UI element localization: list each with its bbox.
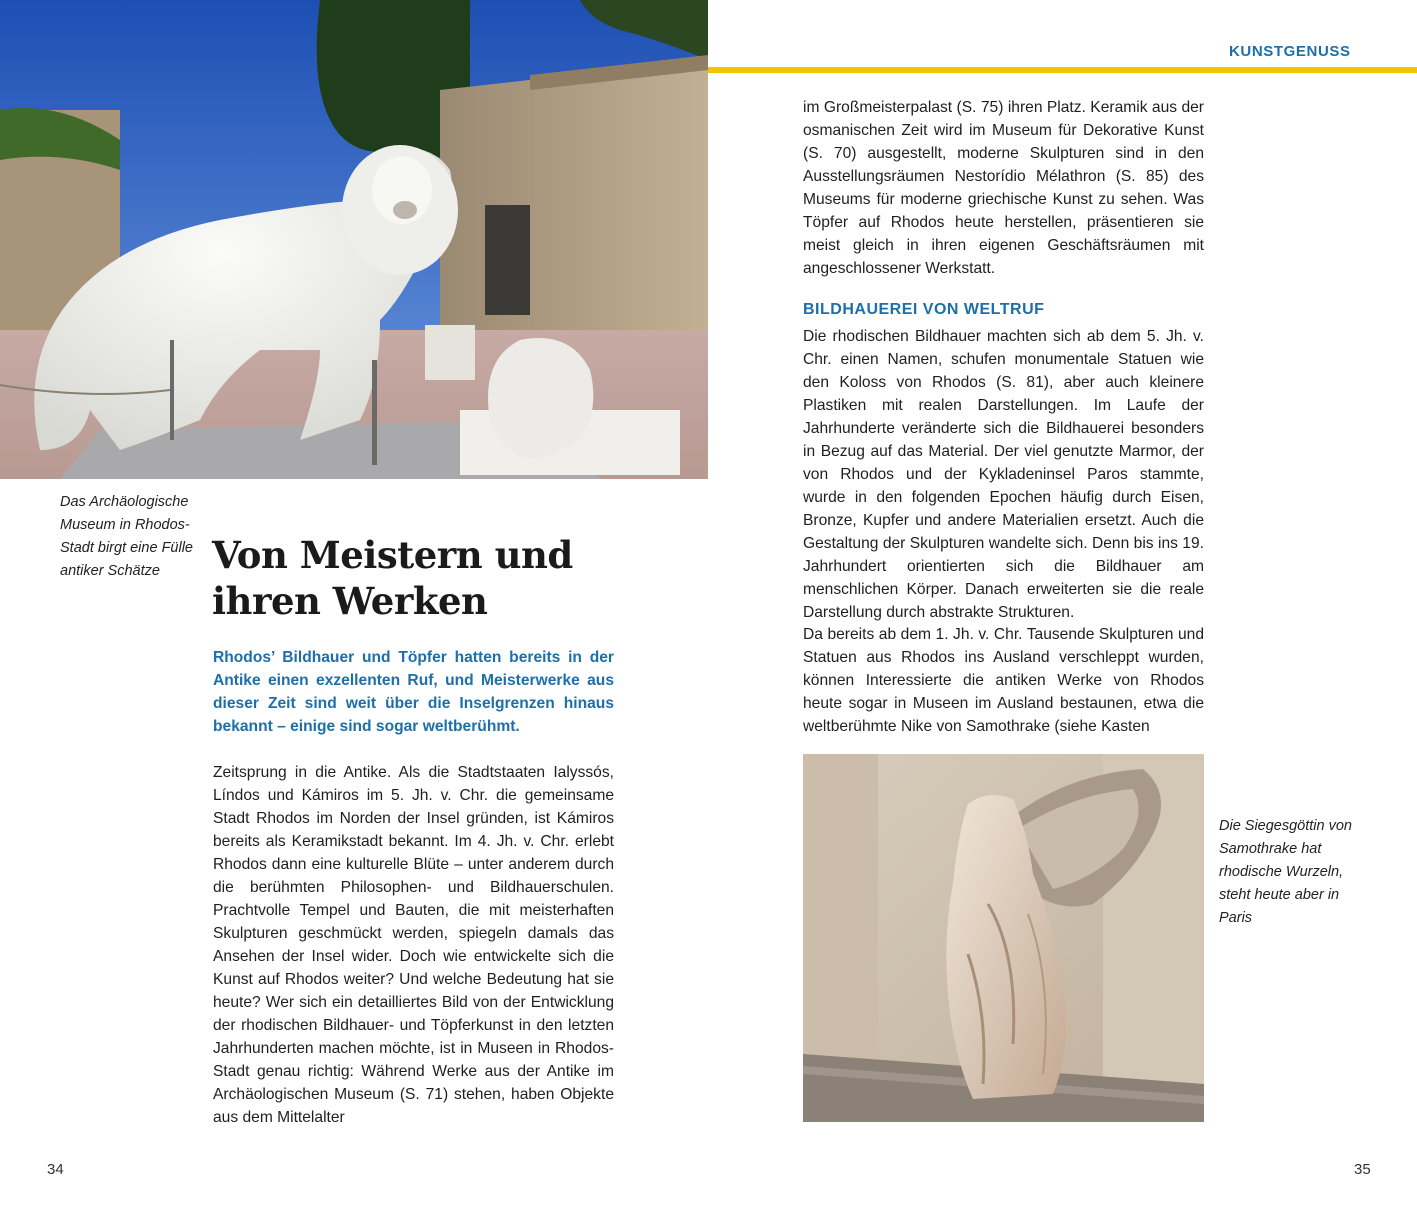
left-body-text: Zeitsprung in die Antike. Als die Stadtstaaten Ialyssós, Líndos und Kámiros im 5. Jh. v. Chr. die gemeinsame Stadt Rhodos im Norden der Insel gründen, ist Kámiros bereits als Keramikstadt bekannt. Im 4. Jh. v. Chr. erlebt Rhodos dann eine kulturelle Blüte – unter anderem durch die berühmten Philosophen- und Bildhauerschulen. Prachtvolle Tempel und Bauten, die mit meisterhaften Skulpturen geschmückt werden, spiegeln damals das Ansehen der Insel wider. Doch wie entwickelte sich die Kunst auf Rhodos weiter? Und welche Bedeutung hat sie heute? Wer sich ein detailliertes Bild von der Entwicklung der rhodischen Bildhauer- und Töpferkunst in den letzten Jahrhunderten machen möchte, ist in Museen in Rhodos-Stadt genau richtig: Während Werke aus der Antike im Archäologischen Museum (S. 71) stehen, haben Objekte aus dem Mittelalter (213, 764, 614, 1126)
lion-sculpture-photo (0, 0, 708, 479)
section-subhead: BILDHAUEREI VON WELTRUF (803, 301, 1045, 318)
article-headline (212, 532, 632, 624)
lead-paragraph: Rhodos’ Bildhauer und Töpfer hatten bereits in der Antike einen exzellenten Ruf, und Meisterwerke aus dieser Zeit sind weit über die Inselgrenzen hinaus bekannt – einige sind sogar weltberühmt. (213, 649, 614, 735)
page-number-right: 35 (1354, 1161, 1371, 1178)
header-rule (708, 67, 1417, 73)
right-body-text-2: Die rhodischen Bildhauer machten sich ab dem 5. Jh. v. Chr. einen Namen, schufen monumentale Statuen wie den Koloss von Rhodos (S. 81), aber auch kleinere Plastiken mit realen Darstellungen. Im Laufe der Jahrhunderte veränderte sich die Bildhauerei besonders in Bezug auf das Material. Der viel genutzte Marmor, der von Rhodos und der Kykladeninsel Paros stammte, wurde in den folgenden Epochen häufig durch Eisen, Bronze, Kupfer und andere Materialien ersetzt. Auch die Gestaltung der Skulpturen wandelte sich. Denn bis ins 19. Jahrhundert orientierten sich die Bildhauer am menschlichen Körper. Danach erweiterten sie die reale Darstellung durch abstrakte Strukturen. (803, 328, 1204, 621)
headline-line-2: ihren Werken (212, 579, 488, 623)
right-body-text-1: im Großmeisterpalast (S. 75) ihren Platz. Keramik aus der osmanischen Zeit wird im Museum für Dekorative Kunst (S. 70) ausgestellt, moderne Skulpturen sind in den Ausstellungsräumen Nestorídio Mélathron (S. 85) des Museums für moderne griechische Kunst zu sehen. Was Töpfer auf Rhodos heute herstellen, präsentieren sie meist gleich in ihren eigenen Geschäftsräumen mit angeschlossener Werkstatt. (803, 99, 1204, 277)
lion-photo-caption: Das Archäologische Museum in Rhodos-Stadt birgt eine Fülle antiker Schätze (60, 494, 193, 579)
nike-photo-caption: Die Siegesgöttin von Samothrake hat rhodische Wurzeln, steht heute aber in Paris (1219, 818, 1352, 926)
right-body-text-3: Da bereits ab dem 1. Jh. v. Chr. Tausende Skulpturen und Statuen aus Rhodos ins Ausland verschleppt wurden, können Interessierte die antiken Werke von Rhodos heute sogar in Museen im Ausland bestaunen, etwa die weltberühmte Nike von Samothrake (siehe Kasten (803, 626, 1204, 735)
nike-of-samothrace-photo (803, 754, 1204, 1122)
headline-line-1: Von Meistern und (212, 533, 573, 577)
page-number-left: 34 (47, 1161, 64, 1178)
section-label: KUNSTGENUSS (1229, 43, 1351, 60)
